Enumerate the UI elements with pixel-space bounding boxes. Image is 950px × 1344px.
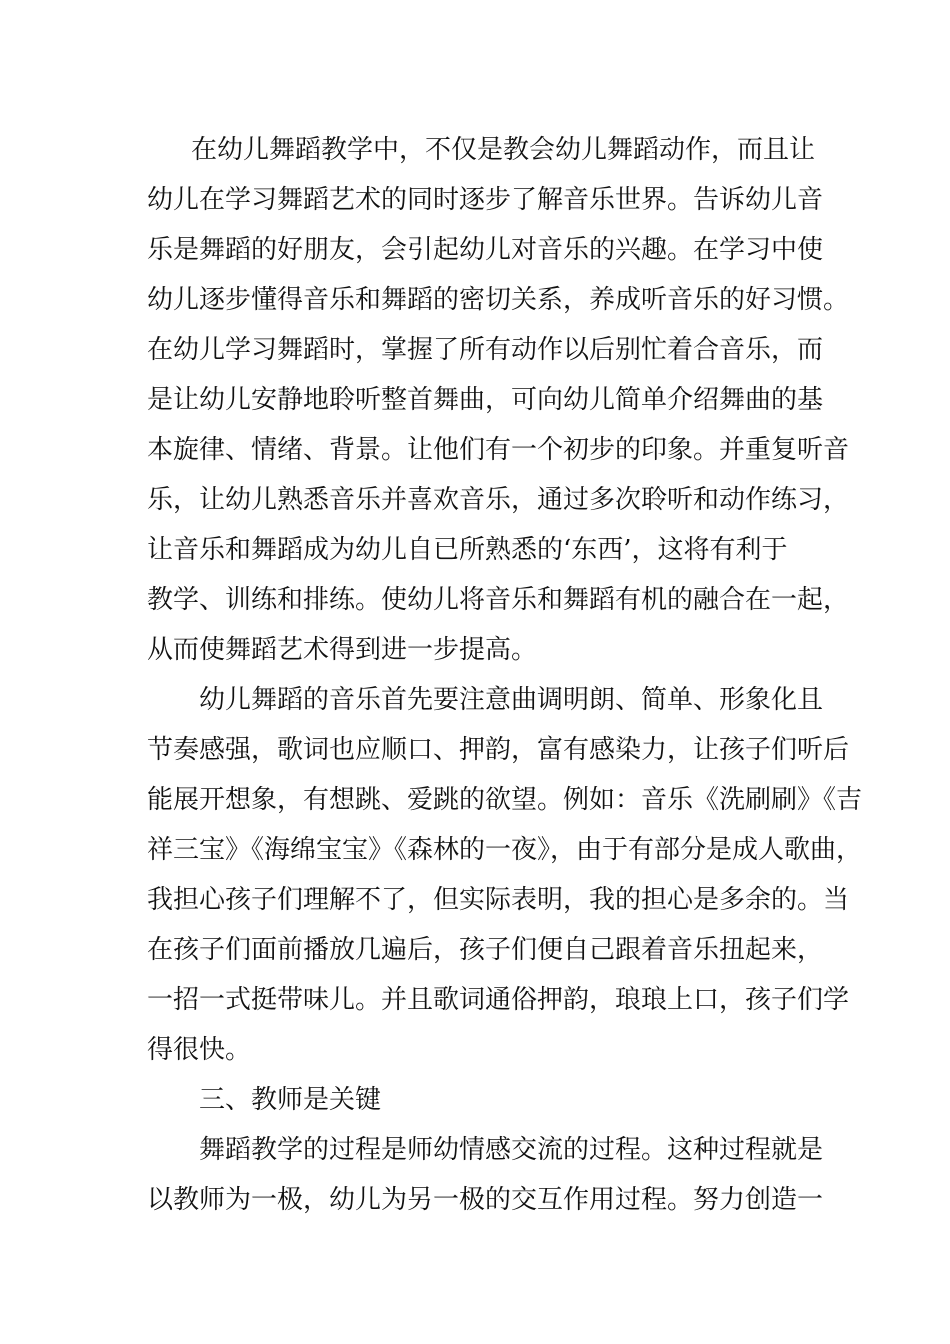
text-line: 本旋律、情绪、背景。让他们有一个初步的印象。并重复听音 [147, 435, 850, 465]
text-line: 能展开想象，有想跳、爱跳的欲望。例如：音乐《洗刷刷》《吉 [147, 785, 863, 815]
text-line: 在孩子们面前播放几遍后，孩子们便自己跟着音乐扭起来， [147, 935, 824, 965]
text-line: 让音乐和舞蹈成为幼儿自已所熟悉的‘东西’，这将有利于 [147, 535, 788, 565]
text-line: 节奏感强，歌词也应顺口、押韵，富有感染力，让孩子们听后 [147, 735, 850, 765]
text-line: 幼儿舞蹈的音乐首先要注意曲调明朗、简单、形象化且 [199, 685, 824, 715]
text-line: 乐是舞蹈的好朋友，会引起幼儿对音乐的兴趣。在学习中使 [147, 235, 824, 265]
text-line: 以教师为一极，幼儿为另一极的交互作用过程。努力创造一 [147, 1185, 824, 1215]
section-heading: 三、教师是关键 [199, 1085, 382, 1115]
text-line: 一招一式挺带味儿。并且歌词通俗押韵，琅琅上口，孩子们学 [147, 985, 850, 1015]
text-line: 是让幼儿安静地聆听整首舞曲，可向幼儿简单介绍舞曲的基 [147, 385, 824, 415]
text-line: 幼儿在学习舞蹈艺术的同时逐步了解音乐世界。告诉幼儿音 [147, 185, 824, 215]
text-line: 幼儿逐步懂得音乐和舞蹈的密切关系，养成听音乐的好习惯。 [147, 285, 850, 315]
text-line: 从而使舞蹈艺术得到进一步提高。 [147, 635, 538, 665]
text-line: 我担心孩子们理解不了，但实际表明，我的担心是多余的。当 [147, 885, 850, 915]
text-line: 乐，让幼儿熟悉音乐并喜欢音乐，通过多次聆听和动作练习， [147, 485, 850, 515]
text-line: 在幼儿舞蹈教学中，不仅是教会幼儿舞蹈动作，而且让 [191, 135, 816, 165]
text-line: 得很快。 [147, 1035, 252, 1065]
text-line: 祥三宝》《海绵宝宝》《森林的一夜》，由于有部分是成人歌曲， [147, 835, 863, 865]
text-line: 教学、训练和排练。使幼儿将音乐和舞蹈有机的融合在一起， [147, 585, 850, 615]
text-line: 舞蹈教学的过程是师幼情感交流的过程。这种过程就是 [199, 1135, 824, 1165]
text-line: 在幼儿学习舞蹈时，掌握了所有动作以后别忙着合音乐，而 [147, 335, 824, 365]
